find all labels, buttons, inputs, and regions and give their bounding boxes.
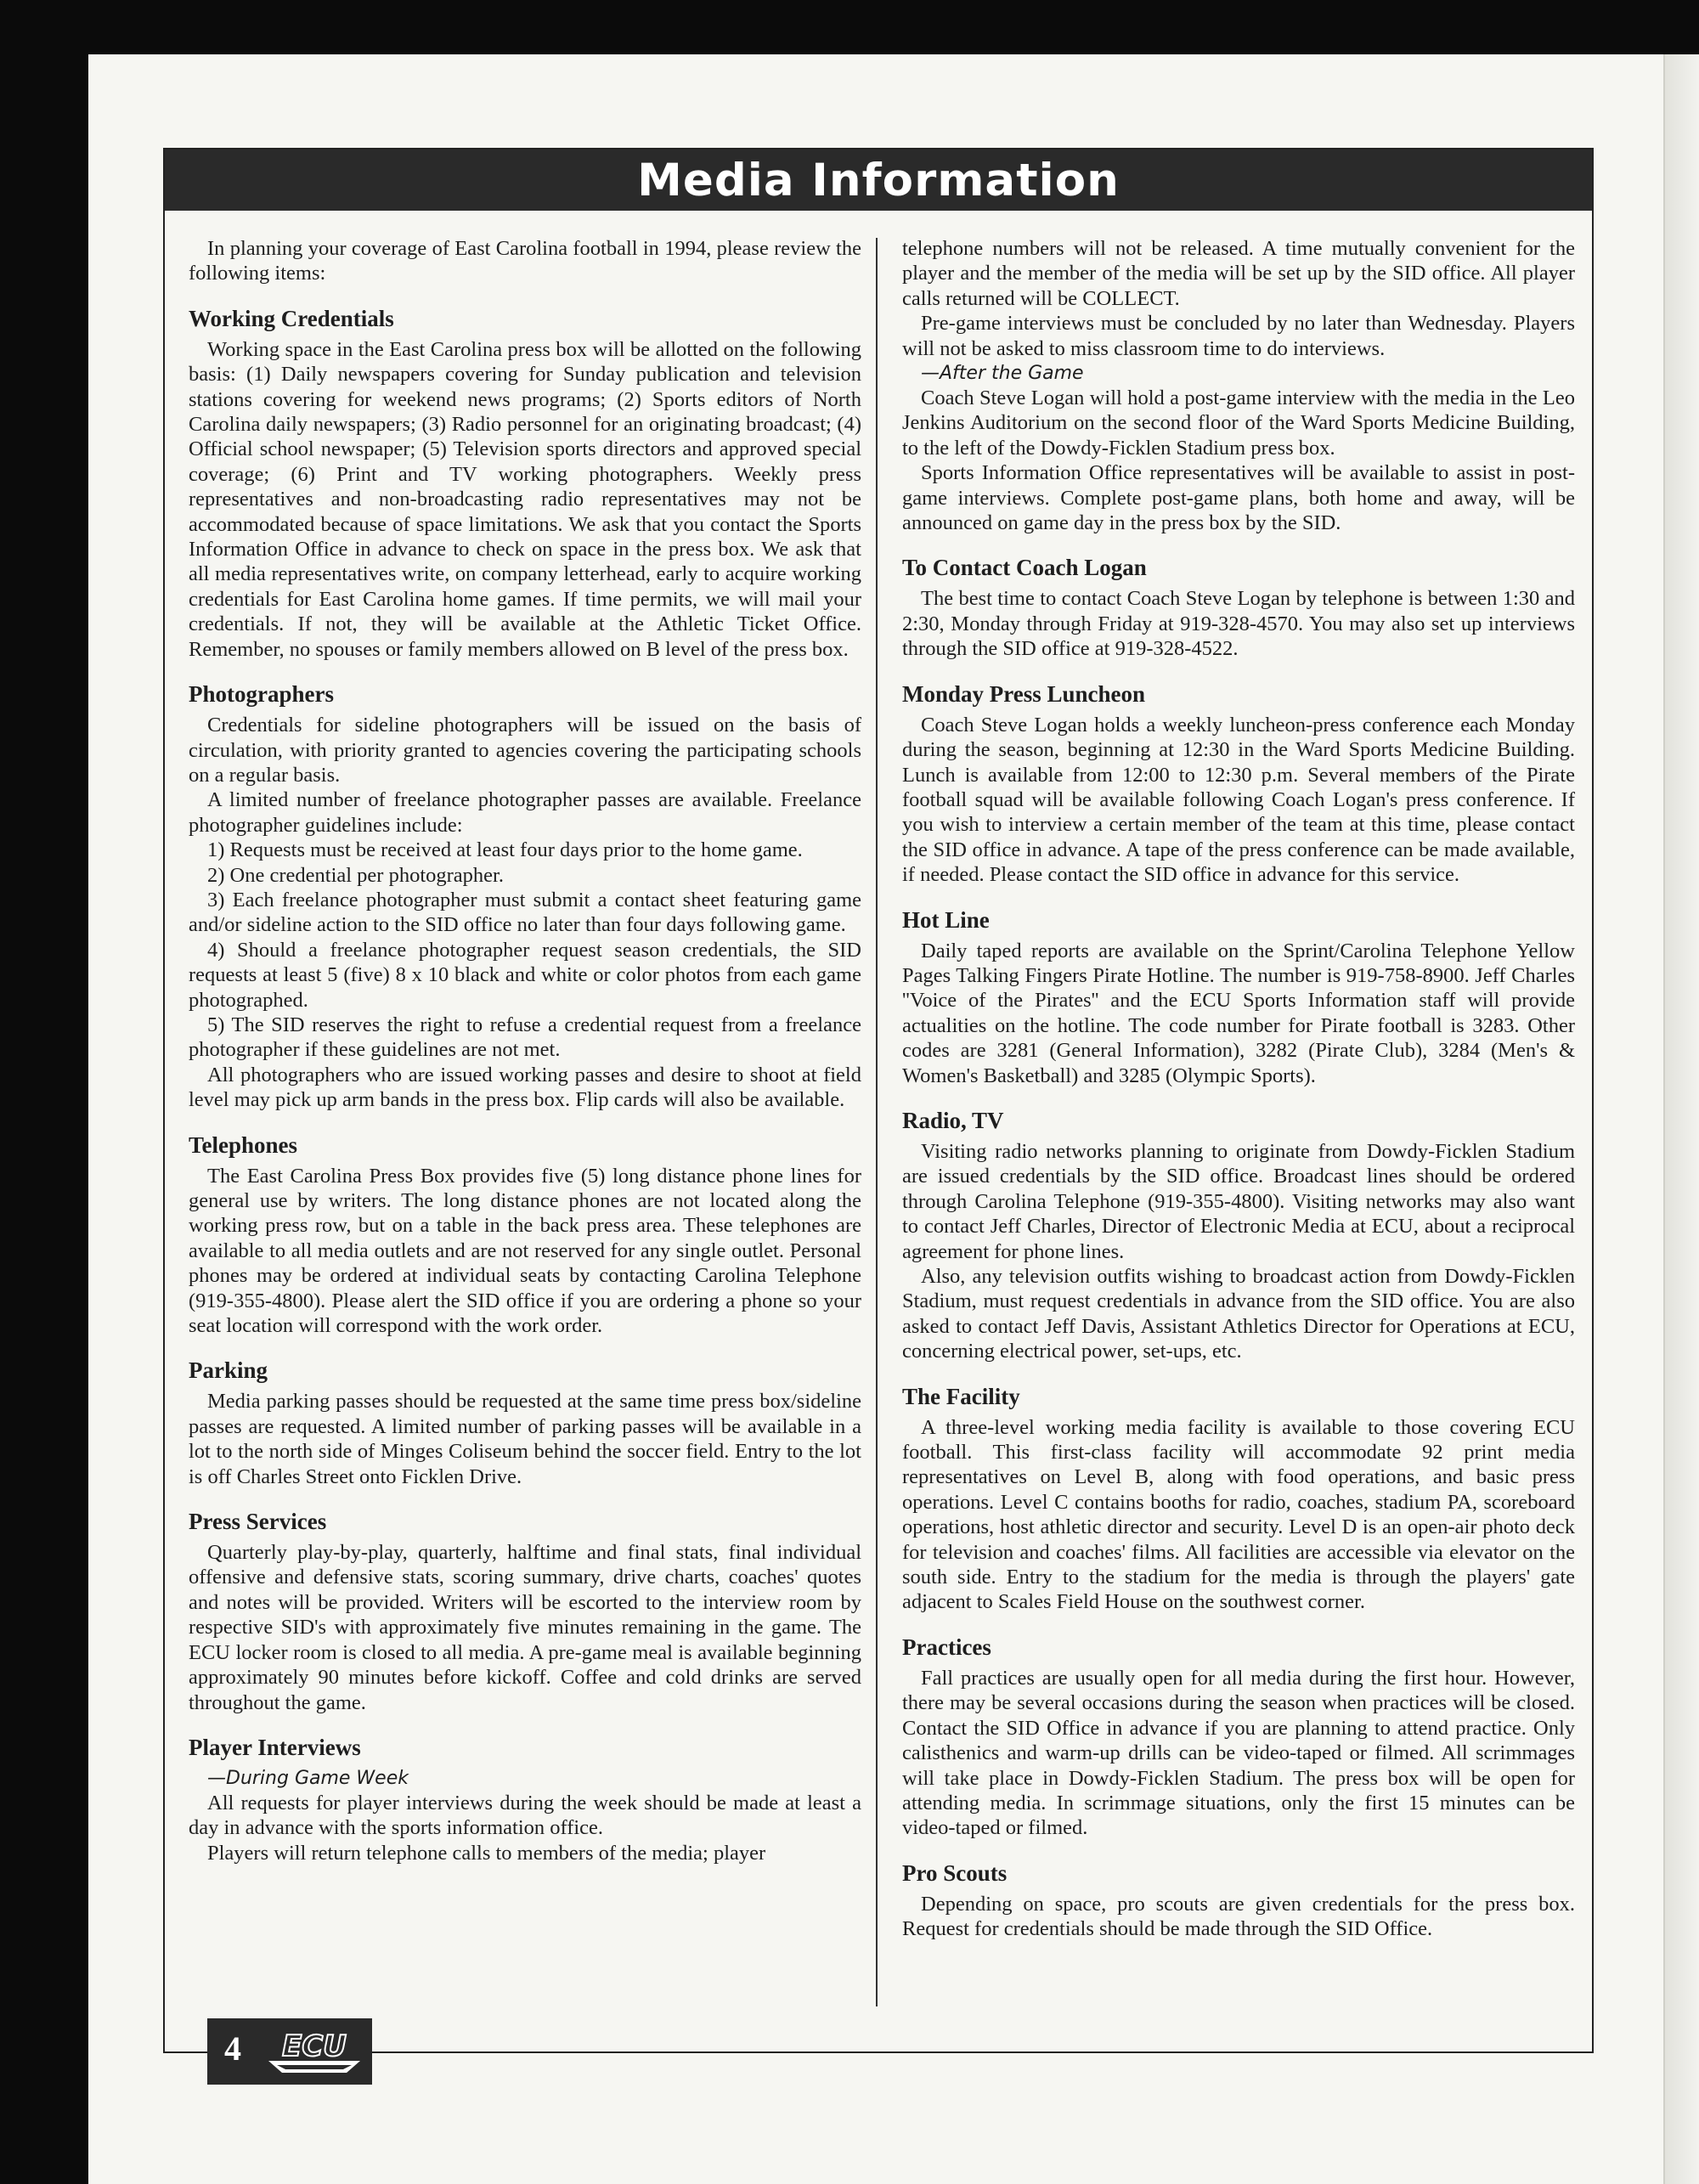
ecu-logo (265, 2027, 364, 2076)
section-heading-facility: The Facility (902, 1383, 1020, 1409)
paragraph: Also, any television outfits wishing to broadcast action from Dowdy-Ficklen Stadium, must request credentials in advance from the SID office. You are also asked to contact Jeff Davis, Assistant Athletics Director for Operations at ECU, concerning electrical power, set-ups, etc. (902, 1265, 1575, 1363)
section-heading-photographers: Photographers (189, 681, 334, 708)
intro-paragraph: In planning your coverage of East Carolina football in 1994, please review the following items: (189, 237, 861, 285)
section-heading-practices: Practices (902, 1634, 991, 1660)
paragraph: The best time to contact Coach Steve Logan by telephone is between 1:30 and 2:30, Monday through Friday at 919-328-4570. You may also set up interviews through the SID office at 919-328-4522. (902, 587, 1575, 661)
paragraph: Coach Steve Logan will hold a post-game interview with the media in the Leo Jenkins Auditorium on the second floor of the Ward Sports Medicine Building, to the left of the Dowdy-Ficklen Stadium press box. (902, 387, 1575, 460)
guideline-item: 4) Should a freelance photographer request season credentials, the SID requests at least 5 (five) 8 x 10 black and white or color photos from each game photographed. (189, 938, 861, 1012)
guideline-item: 3) Each freelance photographer must submit a contact sheet featuring game and/or sideline action to the SID office no later than four days following game. (189, 888, 861, 937)
paragraph: Depending on space, pro scouts are given credentials for the press box. Request for credentials should be made through the SID Office. (902, 1892, 1575, 1941)
section-heading-contact-logan: To Contact Coach Logan (902, 555, 1147, 581)
subheading-during-game-week: —During Game Week (207, 1767, 409, 1789)
section-heading-pro-scouts: Pro Scouts (902, 1860, 1008, 1886)
guideline-item: 2) One credential per photographer. (207, 863, 504, 887)
column-divider (876, 238, 878, 2006)
paragraph: Visiting radio networks planning to originate from Dowdy-Ficklen Stadium are issued credentials by the SID office. Broadcast lines should be ordered through Carolina Telephone (919-355-4800). Visiting networks may also want to contact Jeff Charles, Director of Electronic Media at ECU, about a reciprocal agreement for phone lines. (902, 1139, 1575, 1263)
paragraph: Sports Information Office representatives will be available to assist in post-game interviews. Complete post-game plans, both home and away, will be announced on game day in the press box by the SID. (902, 461, 1575, 535)
paragraph: Working space in the East Carolina press box will be allotted on the following basis: (1) Daily newspapers covering for Sunday publication and television stations covering for weekend news programs; (2) Sports editors of North Carolina daily newspapers; (3) Radio personnel for an originating broadcast; (4) Official school newspaper; (5) Television sports directors and approved special coverage; (6) Print and TV working photographers. Weekly press representatives and non-broadcasting radio representatives may not be accommodated because of space limitations. We ask that you contact the Sports Information Office in advance to check on space in the press box. We ask that all media representatives write, on company letterhead, early to acquire working credentials for East Carolina home games. If time permits, we will mail your credentials. If not, they will be available at the Athletic Ticket Office. Remember, no spouses or family members allowed on B level of the press box. (189, 337, 861, 661)
guideline-item: 1) Requests must be received at least four days prior to the home game. (207, 838, 803, 862)
section-heading-player-interviews: Player Interviews (189, 1734, 361, 1760)
right-column (902, 236, 1575, 1942)
section-heading-press-luncheon: Monday Press Luncheon (902, 680, 1146, 707)
left-column (189, 236, 861, 1865)
paragraph: A three-level working media facility is available to those covering ECU football. This first-class facility will accommodate 92 print media representatives on Level B, along with food operations, and basic press operations. Level C contains booths for radio, coaches, stadium PA, scoreboard operations, host athletic director and security. Level D is an open-air photo deck for television and coaches' films. All facilities are accessible via elevator on the south side. Entry to the stadium for the media is through the players' gate adjacent to Scales Field House on the southwest corner. (902, 1415, 1575, 1614)
page-number: 4 (224, 2029, 241, 2068)
paragraph: The East Carolina Press Box provides five (5) long distance phone lines for general use by writers. The long distance phones are not located along the working press row, but on a table in the back press area. These telephones are available to all media outlets and are not reserved for any single outlet. Personal phones may be ordered at individual seats by contacting Carolina Telephone (919-355-4800). Please alert the SID office if you are ordering a phone so your seat location will correspond with the work order. (189, 1164, 861, 1338)
subheading-after-the-game: —After the Game (921, 363, 1084, 385)
section-heading-parking: Parking (189, 1357, 268, 1384)
paragraph: Daily taped reports are available on the Sprint/Carolina Telephone Yellow Pages Talking Fingers Pirate Hotline. The number is 919-758-8900. Jeff Charles ''Voice of the Pirates'' and the ECU Sports Information staff will provide actualities on the hotline. The code number for Pirate football is 3283. Other codes are 3281 (General Information), 3282 (Pirate Club), 3284 (Men's & Women's Basketball) and 3285 (Olympic Sports). (902, 939, 1575, 1087)
paragraph: Coach Steve Logan holds a weekly luncheon-press conference each Monday during the season, beginning at 12:30 in the Ward Sports Medicine Building. Lunch is available from 12:00 to 12:30 p.m. Several members of the Pirate football squad will be available following Coach Logan's press conference. If you wish to interview a certain member of the team at this time, please contact the SID office in advance. A tape of the press conference can be made available, if needed. Please contact the SID office in advance for this service. (902, 713, 1575, 887)
section-heading-press-services: Press Services (189, 1509, 327, 1535)
section-heading-telephones: Telephones (189, 1132, 298, 1158)
guideline-item: 5) The SID reserves the right to refuse a credential request from a freelance photographer if these guidelines are not met. (189, 1013, 861, 1062)
paragraph: Pre-game interviews must be concluded by no later than Wednesday. Players will not be asked to miss classroom time to do interviews. (902, 312, 1575, 360)
paragraph: Quarterly play-by-play, quarterly, halftime and final stats, final individual offensive and defensive stats, scoring summary, drive charts, coaches' quotes and notes will be provided. Writers will be escorted to the interview room by respective SID's with approximately five minutes remaining in the game. The ECU locker room is closed to all media. A pre-game meal is available beginning approximately 90 minutes before kickoff. Coffee and cold drinks are served throughout the game. (189, 1541, 861, 1714)
paragraph: Players will return telephone calls to members of the media; player (207, 1841, 766, 1865)
section-heading-radio-tv: Radio, TV (902, 1107, 1004, 1133)
paragraph: Credentials for sideline photographers will be issued on the basis of circulation, with priority granted to agencies covering the participating schools on a regular basis. (189, 714, 861, 787)
page-footer (207, 2018, 372, 2085)
paragraph: A limited number of freelance photographer passes are available. Freelance photographer guidelines include: (189, 788, 861, 837)
paragraph: Fall practices are usually open for all media during the first hour. However, there may be several occasions during the season when practices will be closed. Contact the SID Office in advance if you are planning to attend practice. Only calisthenics and warm-up drills can be video-taped or filmed. All scrimmages will take place in Dowdy-Ficklen Stadium. The press box will be open for attending media. In scrimmage situations, only the first 15 minutes can be video-taped or filmed. (902, 1666, 1575, 1840)
continued-paragraph: telephone numbers will not be released. A time mutually convenient for the player and the member of the media will be set up by the SID office. All player calls returned will be COLLECT. (902, 237, 1575, 310)
paragraph: All photographers who are issued working passes and desire to shoot at field level may pick up arm bands in the press box. Flip cards will also be available. (189, 1063, 861, 1112)
binding-edge (1663, 54, 1699, 2184)
logo-text: ECU (282, 2029, 347, 2063)
page-title: Media Information (165, 150, 1592, 211)
section-heading-working-credentials: Working Credentials (189, 305, 394, 331)
paragraph: Media parking passes should be requested at the same time press box/sideline passes are requested. A limited number of parking passes will be available in a lot to the north side of Minges Coliseum behind the soccer field. Entry to the lot is off Charles Street onto Ficklen Drive. (189, 1390, 861, 1488)
section-heading-hot-line: Hot Line (902, 906, 990, 933)
paragraph: All requests for player interviews during the week should be made at least a day in advance with the sports information office. (189, 1791, 861, 1840)
